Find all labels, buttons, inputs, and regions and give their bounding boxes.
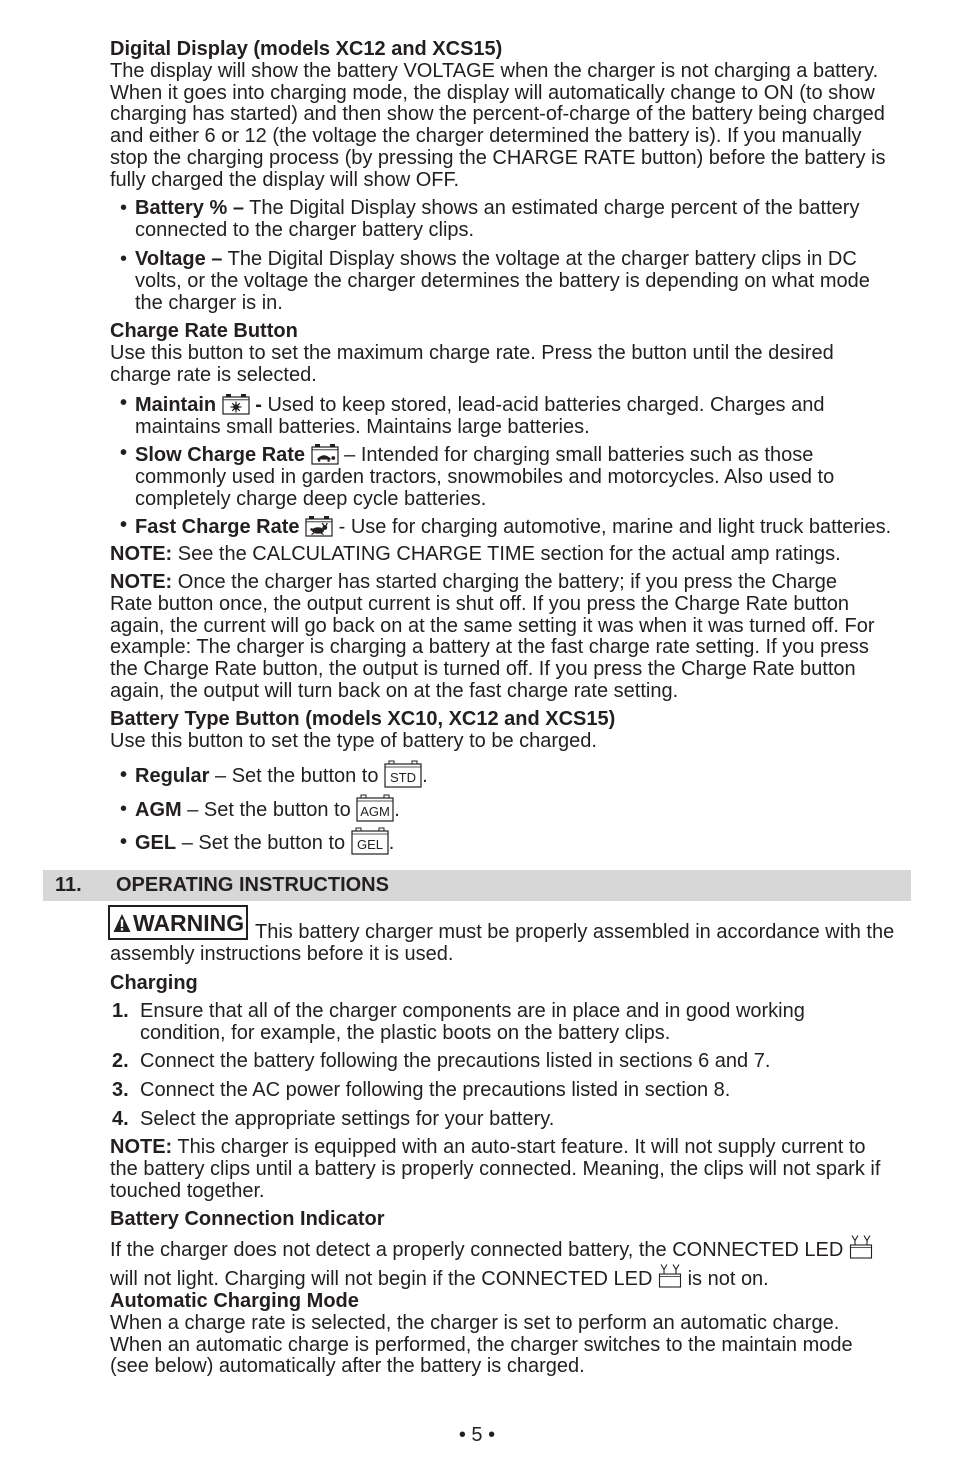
bullet-separator: -	[255, 394, 262, 416]
battery-gel-icon	[351, 827, 389, 855]
bullet-separator: –	[344, 444, 356, 466]
bullet-maintain	[120, 393, 918, 439]
battery-std-label: STD	[390, 770, 417, 785]
bullet-label: Fast Charge Rate	[135, 516, 300, 538]
list-item-number: 4.	[112, 1108, 129, 1130]
bullet-end: .	[422, 765, 428, 787]
bullet-regular	[120, 760, 918, 791]
list-item	[112, 1001, 918, 1045]
digital-display-body: The display will show the battery VOLTAGE when the charger is not charging a battery. When it goes into charging mode, the display will automatically change to ON (to show charging has started) and then show the percent-of-charge of the battery being charged and either 6 or 12 (the voltage the charger determined the battery is). If you manually stop the charging process (by pressing the CHARGE RATE button) before the battery is fully charged the display will show OFF.	[110, 59, 886, 191]
warning-text: This battery charger must be properly assembled in accordance with the assembly instructions before it is used.	[110, 921, 895, 965]
section-header	[43, 870, 911, 901]
charge-rate-body: Use this button to set the maximum charge rate. Press the button until the desired charge rate is selected.	[110, 341, 834, 386]
note-charge-time	[110, 544, 915, 566]
connection-indicator-text	[110, 1234, 915, 1292]
connected-led-icon	[849, 1234, 873, 1259]
bullet-marker	[120, 827, 135, 858]
warning-label: WARNING	[133, 909, 245, 936]
bullet-marker	[120, 198, 135, 242]
automatic-mode-section	[110, 1291, 915, 1378]
bullet-label: Slow Charge Rate	[135, 444, 306, 466]
charge-rate-heading: Charge Rate Button	[110, 320, 298, 342]
bullet-marker	[120, 249, 135, 314]
bullet-label: Voltage –	[135, 248, 223, 270]
bullet-marker	[120, 760, 135, 791]
bullet-label: GEL	[135, 832, 177, 854]
list-item	[112, 1109, 918, 1131]
warning-text-block	[110, 922, 915, 966]
section-title: OPERATING INSTRUCTIONS	[116, 874, 389, 896]
bullet-marker	[120, 794, 135, 825]
note-charge-rate-button	[110, 572, 915, 703]
battery-rabbit-icon	[305, 515, 333, 537]
bullet-slow-charge-rate	[120, 443, 918, 510]
bullet-text: – Set the button to	[181, 832, 346, 854]
connection-text-1: If the charger does not detect a properly connected battery, the CONNECTED LED	[110, 1239, 844, 1261]
note-label: NOTE:	[110, 543, 173, 565]
section-number: 11.	[55, 874, 82, 896]
bullet-text: – Set the button to	[187, 799, 351, 821]
bullet-marker	[120, 393, 135, 439]
bullet-text: – Set the button to	[215, 765, 379, 787]
battery-agm-label: AGM	[360, 804, 391, 819]
bullet-text: The Digital Display shows an estimated charge percent of the battery connected to the charger battery clips.	[135, 197, 860, 241]
bullet-label: Battery % –	[135, 197, 244, 219]
note-text: This charger is equipped with an auto-start feature. It will not supply current to the battery clips until a battery is properly connected. Meaning, the clips will not spark if touched together.	[110, 1136, 881, 1202]
page-number: • 5 •	[458, 1424, 496, 1446]
battery-gel-label: GEL	[356, 837, 383, 852]
list-item-text: Connect the AC power following the precautions listed in section 8.	[140, 1079, 731, 1101]
bullet-text: Intended for charging small batteries such as those commonly used in garden tractors, snowmobiles and motorcycles. Also used to completely charge deep cycle batteries.	[135, 444, 835, 510]
battery-std-icon	[384, 760, 422, 788]
bullet-marker	[120, 515, 135, 539]
connected-led-icon	[658, 1263, 682, 1288]
battery-maintain-icon	[222, 393, 250, 415]
bullet-battery-percent	[120, 198, 918, 242]
charge-rate-section	[110, 321, 915, 386]
connection-text-3: is not on.	[687, 1268, 769, 1290]
bullet-agm	[120, 794, 918, 825]
bullet-label: Maintain	[135, 394, 217, 416]
bullet-marker	[120, 443, 135, 510]
bullet-voltage	[120, 249, 918, 314]
list-item-text: Ensure that all of the charger components are in place and in good working condition, for example, the plastic boots on the battery clips.	[140, 1000, 805, 1044]
battery-type-body: Use this button to set the type of battery to be charged.	[110, 729, 597, 752]
bullet-text: Used to keep stored, lead-acid batteries charged. Charges and maintains small batteries. Maintains large batteries.	[135, 394, 825, 438]
battery-type-heading: Battery Type Button (models XC10, XC12 and XCS15)	[110, 708, 616, 730]
list-item-text: Connect the battery following the precautions listed in sections 6 and 7.	[140, 1050, 771, 1072]
list-item	[112, 1080, 918, 1102]
list-item-number: 1.	[112, 1000, 129, 1022]
digital-display-heading: Digital Display (models XC12 and XCS15)	[110, 38, 503, 60]
list-item-number: 3.	[112, 1079, 129, 1101]
battery-agm-icon	[356, 794, 394, 822]
bullet-label: Regular	[135, 765, 210, 787]
list-item-number: 2.	[112, 1050, 129, 1072]
note-auto-start	[110, 1137, 915, 1202]
list-item-text: Select the appropriate settings for your battery.	[140, 1108, 555, 1130]
note-text: Once the charger has started charging the battery; if you press the Charge Rate button once, the output current is shut off. If you press the Charge Rate button again, the current will go back on at the same setting it was when it was turned off. For example: The charger is charging a battery at the fast charge rate setting. If you press the Charge Rate button, the output is turned off. If you press the Charge Rate button again, the output will turn back on at the fast charge rate setting.	[110, 571, 875, 702]
automatic-mode-body: When a charge rate is selected, the charger is set to perform an automatic charge. When an automatic charge is performed, the charger switches to the maintain mode (see below) automatically after the battery is charged.	[110, 1311, 853, 1378]
list-item	[112, 1051, 918, 1073]
bullet-text: The Digital Display shows the voltage at the charger battery clips in DC volts, or the voltage the charger determines the battery is depending on what mode the charger is in.	[135, 248, 870, 314]
connection-text-2: will not light. Charging will not begin if the CONNECTED LED	[110, 1268, 653, 1290]
note-label: NOTE:	[110, 571, 173, 593]
digital-display-section	[110, 39, 915, 191]
automatic-mode-heading: Automatic Charging Mode	[110, 1290, 359, 1312]
bullet-text: Use for charging automotive, marine and light truck batteries.	[350, 516, 892, 538]
bullet-gel	[120, 827, 918, 858]
bullet-end: .	[394, 799, 400, 821]
connection-indicator-heading: Battery Connection Indicator	[110, 1208, 385, 1230]
battery-turtle-icon	[311, 443, 339, 465]
note-label: NOTE:	[110, 1136, 173, 1158]
bullet-fast-charge-rate	[120, 515, 918, 539]
battery-type-section	[110, 709, 915, 753]
bullet-label: AGM	[135, 799, 182, 821]
bullet-separator: -	[338, 516, 346, 538]
note-text: See the CALCULATING CHARGE TIME section for the actual amp ratings.	[177, 543, 841, 565]
bullet-end: .	[388, 832, 395, 854]
charging-heading: Charging	[110, 972, 198, 994]
